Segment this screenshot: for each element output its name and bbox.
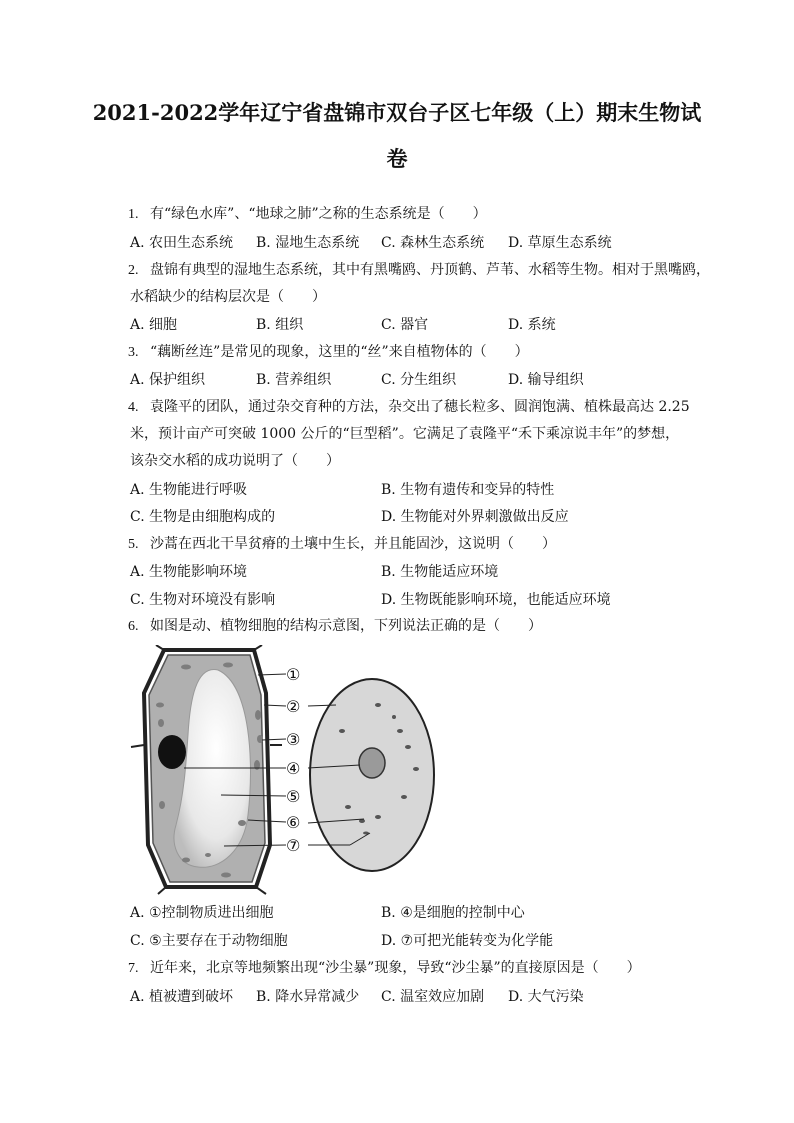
question-number: 4. xyxy=(128,400,139,415)
q5-option-d: D. 生物既能影响环境，也能适应环境 xyxy=(381,592,611,608)
question-number: 7. xyxy=(128,961,139,976)
q4-option-a: A. 生物能进行呼吸 xyxy=(130,482,248,498)
question-stem: 盘锦有典型的湿地生态系统，其中有黑嘴鸥、丹顶鹤、芦苇、水稻等生物。相对于黑嘴鸥， xyxy=(150,262,710,278)
question-stem: 近年来，北京等地频繁出现“沙尘暴”现象，导致“沙尘暴”的直接原因是（ ） xyxy=(150,960,641,976)
label-5: ⑤ xyxy=(286,787,301,806)
label-2: ② xyxy=(286,697,301,716)
q3-option-c: C. 分生组织 xyxy=(381,372,457,388)
q6-option-b: B. ④是细胞的控制中心 xyxy=(381,905,525,921)
q3-option-b: B. 营养组织 xyxy=(256,372,332,388)
q7-option-b: B. 降水异常减少 xyxy=(256,989,360,1005)
q5-option-b: B. 生物能适应环境 xyxy=(381,564,499,580)
label-1: ① xyxy=(286,665,301,684)
question-number: 1. xyxy=(128,207,139,222)
plant-nucleus xyxy=(158,735,186,769)
q4-option-c: C. 生物是由细胞构成的 xyxy=(130,509,276,525)
cell-structure-diagram xyxy=(126,645,446,895)
question-2-line2: 水稻缺少的结构层次是（ ） xyxy=(130,289,326,305)
question-2 xyxy=(128,259,710,279)
q1-option-b: B. 湿地生态系统 xyxy=(256,235,360,251)
q6-option-a: A. ①控制物质进出细胞 xyxy=(130,905,274,921)
question-stem: “藕断丝连”是常见的现象，这里的“丝”来自植物体的（ ） xyxy=(150,344,529,360)
question-6 xyxy=(128,615,542,635)
question-number: 6. xyxy=(128,619,139,634)
question-stem: 袁隆平的团队，通过杂交育种的方法，杂交出了穗长粒多、圆润饱满、植株最高达 2.25 xyxy=(150,399,690,415)
question-5 xyxy=(128,533,556,553)
question-4 xyxy=(128,396,690,416)
question-number: 5. xyxy=(128,537,139,552)
q2-option-c: C. 器官 xyxy=(381,317,429,333)
q5-option-c: C. 生物对环境没有影响 xyxy=(130,592,276,608)
question-3 xyxy=(128,341,529,361)
q5-option-a: A. 生物能影响环境 xyxy=(130,564,248,580)
diagram-labels xyxy=(286,665,300,855)
question-7 xyxy=(128,957,641,977)
label-6: ⑥ xyxy=(286,813,301,832)
q6-option-c: C. ⑤主要存在于动物细胞 xyxy=(130,933,288,949)
q7-option-c: C. 温室效应加剧 xyxy=(381,989,485,1005)
question-stem: 如图是动、植物细胞的结构示意图，下列说法正确的是（ ） xyxy=(150,618,542,634)
q1-option-c: C. 森林生态系统 xyxy=(381,235,485,251)
question-stem: 有“绿色水库”、“地球之肺”之称的生态系统是（ ） xyxy=(150,206,487,222)
question-number: 2. xyxy=(128,263,139,278)
label-3: ③ xyxy=(286,730,301,749)
q7-option-d: D. 大气污染 xyxy=(508,989,584,1005)
q4-option-b: B. 生物有遗传和变异的特性 xyxy=(381,482,555,498)
q7-option-a: A. 植被遭到破坏 xyxy=(130,989,234,1005)
question-1 xyxy=(128,203,487,223)
exam-title-line1: 2021-2022学年辽宁省盘锦市双台子区七年级（上）期末生物试 xyxy=(92,100,702,125)
q1-option-d: D. 草原生态系统 xyxy=(508,235,612,251)
animal-nucleus xyxy=(359,748,385,778)
q4-option-d: D. 生物能对外界刺激做出反应 xyxy=(381,509,569,525)
q1-option-a: A. 农田生态系统 xyxy=(130,235,234,251)
question-number: 3. xyxy=(128,345,139,360)
q2-option-a: A. 细胞 xyxy=(130,317,178,333)
label-4: ④ xyxy=(286,759,301,778)
question-4-line2: 米，预计亩产可突破 1000 公斤的“巨型稻”。它满足了袁隆平“禾下乘凉说丰年”的梦想， xyxy=(130,426,680,442)
q6-option-d: D. ⑦可把光能转变为化学能 xyxy=(381,933,554,949)
question-stem: 沙蒿在西北干旱贫瘠的土壤中生长，并且能固沙，这说明（ ） xyxy=(150,536,556,552)
q3-option-d: D. 输导组织 xyxy=(508,372,584,388)
label-7: ⑦ xyxy=(286,836,301,855)
q2-option-d: D. 系统 xyxy=(508,317,556,333)
q2-option-b: B. 组织 xyxy=(256,317,304,333)
q3-option-a: A. 保护组织 xyxy=(130,372,206,388)
exam-title-line2: 卷 xyxy=(386,146,408,171)
question-4-line3: 该杂交水稻的成功说明了（ ） xyxy=(130,453,340,469)
